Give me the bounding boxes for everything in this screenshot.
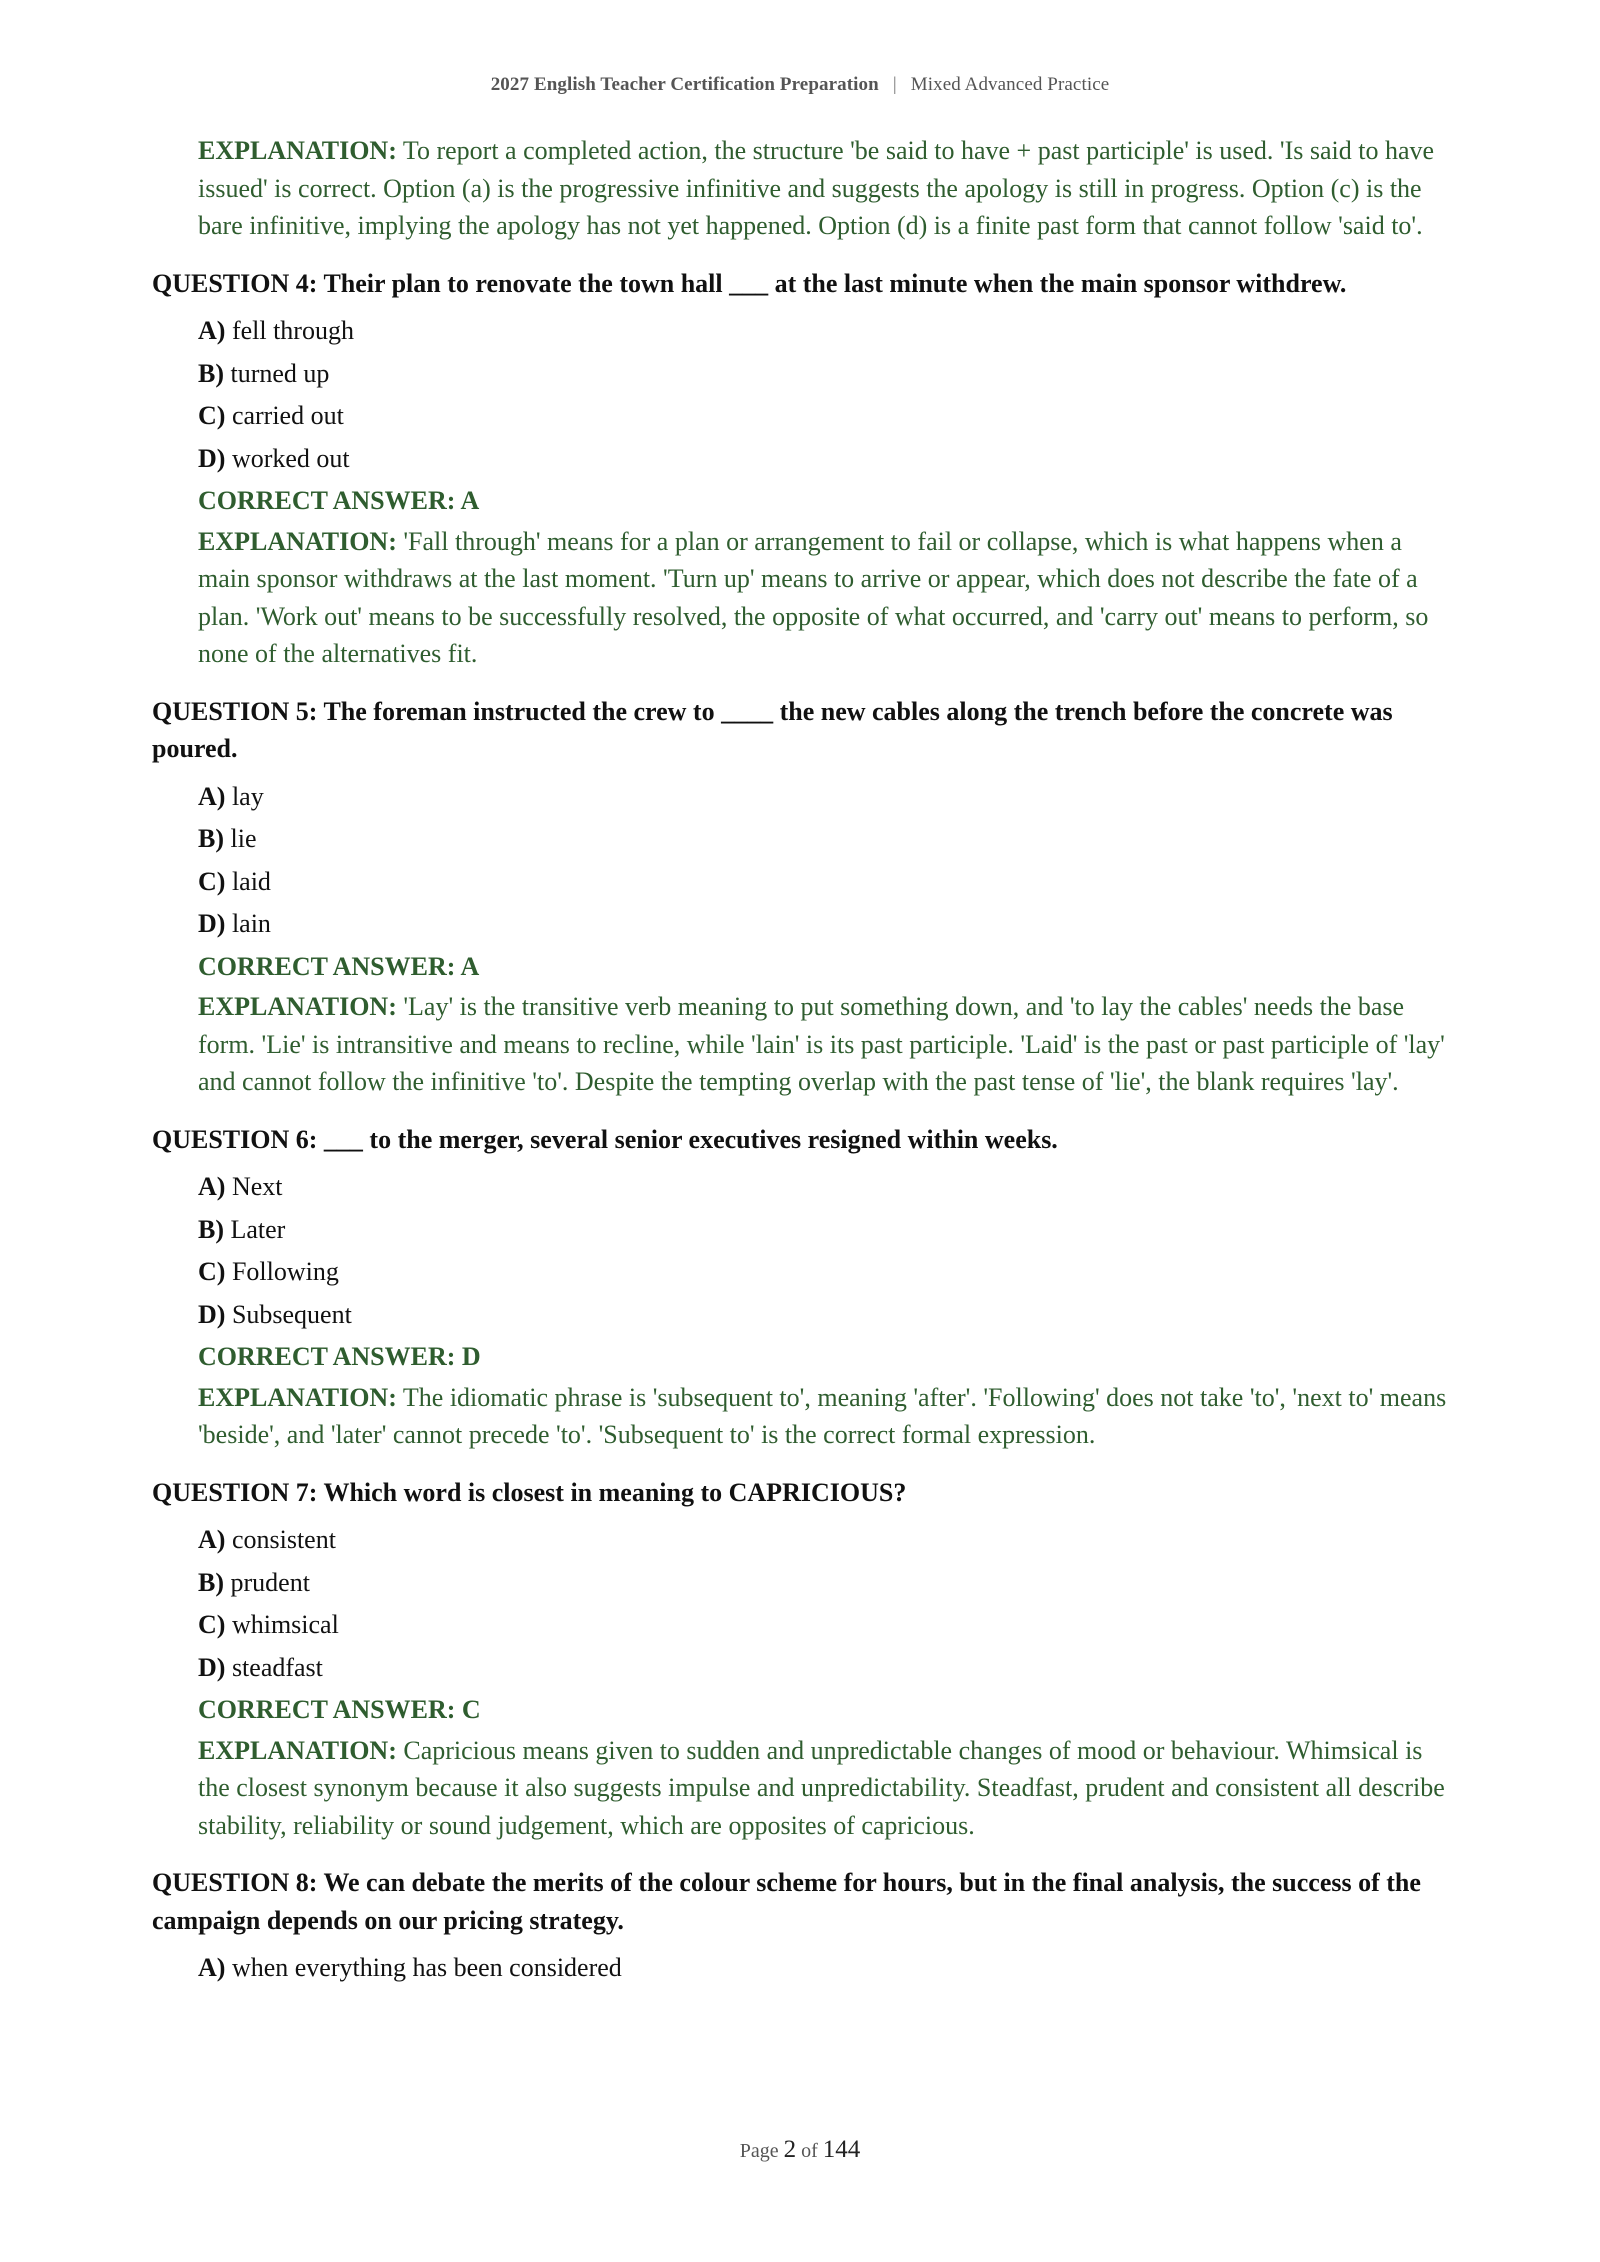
of-word: of <box>801 2140 818 2162</box>
option-letter: D) <box>198 443 226 473</box>
option-text: consistent <box>231 1525 336 1554</box>
option-item <box>198 776 1452 819</box>
option-item <box>198 395 1452 438</box>
explanation-label: EXPLANATION: <box>198 526 397 556</box>
option-text: lay <box>231 781 264 811</box>
option-text: lie <box>230 824 257 853</box>
options-list <box>152 1519 1452 1689</box>
option-item <box>198 1947 1452 1990</box>
option-text: Next <box>231 1172 283 1201</box>
question-explanation <box>198 1379 1452 1454</box>
explanation-text: To report a completed action, the structure 'be said to have + past participle' is used. 'Is said to have issued' is correct. Option (a) is the progressive infinitive and suggests the apology is still in progress. Option (c) is the bare infinitive, implying the apology has not yet happened. Option (d) is a finite past form that cannot follow 'said to'. <box>198 136 1435 240</box>
option-text: Following <box>231 1257 339 1286</box>
option-letter: A) <box>198 1525 226 1554</box>
header-title: 2027 English Teacher Certification Preparation <box>490 74 879 95</box>
page-number: 2 <box>783 2136 797 2163</box>
option-text: carried out <box>231 401 344 430</box>
option-text: prudent <box>230 1567 310 1597</box>
option-letter: C) <box>198 1610 226 1639</box>
option-letter: B) <box>198 358 224 388</box>
option-text: whimsical <box>231 1610 339 1639</box>
option-item <box>198 1209 1452 1252</box>
question-block-8 <box>152 1864 1452 1990</box>
option-text: Subsequent <box>231 1299 352 1329</box>
question-block-6 <box>152 1121 1452 1454</box>
option-text: turned up <box>230 358 330 388</box>
option-text: when everything has been considered <box>231 1953 622 1982</box>
running-header <box>0 74 1600 96</box>
option-item <box>198 1562 1452 1605</box>
question-block-5 <box>152 693 1452 1101</box>
option-letter: A) <box>198 1953 226 1982</box>
option-item <box>198 818 1452 861</box>
option-item <box>198 353 1452 396</box>
option-letter: B) <box>198 824 224 853</box>
option-letter: D) <box>198 1652 226 1682</box>
question-stem: QUESTION 6: ___ to the merger, several senior executives resigned within weeks. <box>152 1124 1058 1154</box>
option-letter: B) <box>198 1214 224 1244</box>
options-list <box>152 1166 1452 1336</box>
question-stem: QUESTION 4: Their plan to renovate the town hall ___ at the last minute when the main sponsor withdrew. <box>152 268 1347 298</box>
option-letter: D) <box>198 909 226 938</box>
total-pages: 144 <box>822 2136 861 2163</box>
option-text: worked out <box>231 443 350 473</box>
question-block-7 <box>152 1474 1452 1845</box>
options-list <box>152 1947 1452 1990</box>
option-letter: A) <box>198 781 226 811</box>
option-letter: C) <box>198 401 226 430</box>
options-list <box>152 310 1452 480</box>
option-letter: C) <box>198 866 226 896</box>
option-item <box>198 861 1452 904</box>
explanation-text: 'Lay' is the transitive verb meaning to put something down, and 'to lay the cables' needs the base form. 'Lie' is intransitive and means to recline, while 'lain' is its past participle. 'Laid' is the past or past participle of 'lay' and cannot follow the infinitive 'to'. Despite the tempting overlap with the past tense of 'lie', the blank requires 'lay'. <box>198 992 1445 1096</box>
option-letter: C) <box>198 1257 226 1286</box>
question-stem: QUESTION 5: The foreman instructed the crew to ____ the new cables along the trench before the concrete was poured. <box>152 696 1393 763</box>
option-item <box>198 310 1452 353</box>
question-explanation <box>198 523 1452 673</box>
lead-explanation <box>198 132 1452 245</box>
correct-answer: CORRECT ANSWER: A <box>198 951 480 981</box>
header-subtitle: Mixed Advanced Practice <box>910 74 1110 95</box>
option-letter: A) <box>198 316 226 345</box>
option-item <box>198 903 1452 946</box>
option-item <box>198 1294 1452 1337</box>
correct-answer: CORRECT ANSWER: D <box>198 1342 481 1371</box>
options-list <box>152 776 1452 946</box>
option-item <box>198 1647 1452 1690</box>
option-text: steadfast <box>231 1652 323 1682</box>
explanation-label: EXPLANATION: <box>198 1735 397 1765</box>
option-item <box>198 1166 1452 1209</box>
option-letter: D) <box>198 1299 226 1329</box>
explanation-label: EXPLANATION: <box>198 136 397 165</box>
option-item <box>198 438 1452 481</box>
question-block-4 <box>152 265 1452 673</box>
option-text: fell through <box>231 316 354 345</box>
option-text: Later <box>230 1214 286 1244</box>
explanation-text: Capricious means given to sudden and unpredictable changes of mood or behaviour. Whimsical is the closest synonym because it also suggests impulse and unpredictability. Steadfast, prudent and consistent all describe stability, reliability or sound judgement, which are opposites of capricious. <box>198 1735 1445 1840</box>
correct-answer: CORRECT ANSWER: C <box>198 1695 481 1724</box>
option-letter: B) <box>198 1567 224 1597</box>
page-word: Page <box>739 2140 779 2162</box>
question-stem: QUESTION 8: We can debate the merits of the colour scheme for hours, but in the final analysis, the success of the campaign depends on our pricing strategy. <box>152 1868 1421 1935</box>
explanation-label: EXPLANATION: <box>198 992 397 1021</box>
option-letter: A) <box>198 1172 226 1201</box>
header-separator: | <box>892 74 897 95</box>
question-stem: QUESTION 7: Which word is closest in meaning to CAPRICIOUS? <box>152 1477 907 1507</box>
question-explanation <box>198 1732 1452 1845</box>
explanation-label: EXPLANATION: <box>198 1382 397 1412</box>
option-item <box>198 1519 1452 1562</box>
option-item <box>198 1251 1452 1294</box>
correct-answer: CORRECT ANSWER: A <box>198 486 480 515</box>
option-item <box>198 1604 1452 1647</box>
explanation-text: The idiomatic phrase is 'subsequent to', meaning 'after'. 'Following' does not take 'to', 'next to' means 'beside', and 'later' cannot precede 'to'. 'Subsequent to' is the correct formal expression. <box>198 1382 1447 1449</box>
explanation-text: 'Fall through' means for a plan or arrangement to fail or collapse, which is what happens when a main sponsor withdraws at the last moment. 'Turn up' means to arrive or appear, which does not describe the fate of a plan. 'Work out' means to be successfully resolved, the opposite of what occurred, and 'carry out' means to perform, so none of the alternatives fit. <box>198 526 1429 668</box>
question-explanation <box>198 988 1452 1101</box>
option-text: lain <box>231 909 271 938</box>
page-content <box>152 132 1452 1990</box>
page-footer <box>0 2136 1600 2164</box>
option-text: laid <box>231 866 271 896</box>
